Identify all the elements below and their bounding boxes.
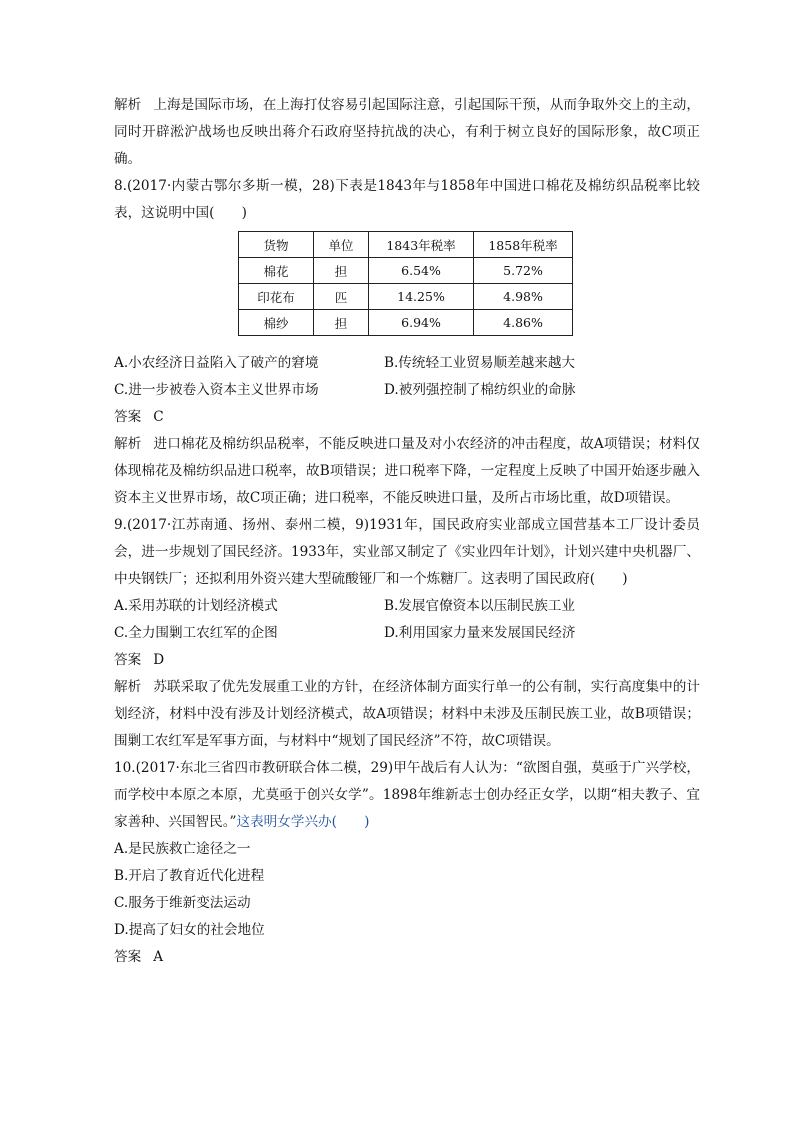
table-row — [239, 284, 573, 310]
table-cell: 印花布 — [239, 284, 314, 310]
answer-line — [114, 944, 700, 971]
answer-value: C — [153, 409, 164, 425]
analysis-text: 苏联采取了优先发展重工业的方针，在经济体制方面实行单一的公有制，实行高度集中的计划经济，材料中没有涉及计划经济模式，故A项错误；材料中未涉及压制民族工业，故B项错误；围剿工农红军是军事方面，与材料中“规划了国民经济”不符，故C项错误。 — [114, 679, 701, 749]
answer-value: A — [153, 949, 164, 965]
table-cell: 担 — [314, 310, 369, 336]
option-c: C.进一步被卷入资本主义世界市场 — [114, 382, 319, 398]
table-header-cell: 货物 — [239, 232, 314, 258]
answer-label: 答案 — [114, 409, 142, 425]
answer-label: 答案 — [114, 652, 142, 668]
table-cell: 14.25% — [369, 284, 474, 310]
table-cell: 4.98% — [474, 284, 573, 310]
option-b: B.开启了教育近代化进程 — [114, 868, 265, 884]
option-a: A.是民族救亡途径之一 — [114, 841, 251, 857]
option-d: D.利用国家力量来发展国民经济 — [384, 625, 576, 641]
table-header-cell: 1843年税率 — [369, 232, 474, 258]
prev-analysis — [114, 92, 700, 173]
options-row-ab — [114, 350, 700, 377]
table-cell: 6.54% — [369, 258, 474, 284]
analysis-label: 解析 — [114, 679, 142, 695]
table-cell: 6.94% — [369, 310, 474, 336]
option-d: D.被列强控制了棉纺织业的命脉 — [384, 382, 576, 398]
document-page — [114, 92, 700, 971]
table-row — [239, 310, 573, 336]
options-row-cd — [114, 620, 700, 647]
option-a: A.采用苏联的计划经济模式 — [114, 598, 278, 614]
table-header-cell: 单位 — [314, 232, 369, 258]
question-10-stem-text: 10.(2017·东北三省四市教研联合体二模，29)甲午战后有人认为：“欲图自强，莫亟于广兴学校，而学校中本原之本原，尤莫亟于创兴女学”。1898年维新志士创办经正女学，以期“相夫教子、宜家善种、兴国智民。” — [114, 760, 700, 830]
analysis-paragraph — [114, 431, 700, 512]
option-c: C.服务于维新变法运动 — [114, 895, 251, 911]
analysis-paragraph — [114, 674, 700, 755]
question-10-stem — [114, 755, 700, 836]
analysis-text: 进口棉花及棉纺织品税率，不能反映进口量及对小农经济的冲击程度，故A项错误；材料仅体现棉花及棉纺织品进口税率，故B项错误；进口税率下降，一定程度上反映了中国开始逐步融入资本主义世界市场，故C项正确；进口税率，不能反映进口量，及所占市场比重，故D项错误。 — [114, 436, 700, 506]
answer-line — [114, 404, 700, 431]
question-10-stem-tail: 这表明女学兴办( ) — [236, 814, 370, 830]
table-header-row — [239, 232, 573, 258]
answer-label: 答案 — [114, 949, 142, 965]
table-cell: 匹 — [314, 284, 369, 310]
question-8-stem: 8.(2017·内蒙古鄂尔多斯一模，28)下表是1843年与1858年中国进口棉花及棉纺织品税率比较表，这说明中国( ) — [114, 178, 700, 221]
answer-line — [114, 647, 700, 674]
table-cell: 棉纱 — [239, 310, 314, 336]
option-b: B.发展官僚资本以压制民族工业 — [384, 598, 576, 614]
option-a: A.小农经济日益陷入了破产的窘境 — [114, 355, 319, 371]
table-cell: 5.72% — [474, 258, 573, 284]
table-cell: 棉花 — [239, 258, 314, 284]
table-header-cell: 1858年税率 — [474, 232, 573, 258]
analysis-label: 解析 — [114, 97, 142, 113]
question-9-stem: 9.(2017·江苏南通、扬州、泰州二模，9)1931年，国民政府实业部成立国营基本工厂设计委员会，进一步规划了国民经济。1933年，实业部又制定了《实业四年计划》，计划兴建中央机器厂、中央钢铁厂；还拟利用外资兴建大型硫酸铔厂和一个炼糖厂。这表明了国民政府( ) — [114, 517, 700, 587]
table-cell: 4.86% — [474, 310, 573, 336]
option-c: C.全力围剿工农红军的企图 — [114, 625, 278, 641]
tariff-table — [238, 231, 573, 336]
answer-value: D — [153, 652, 165, 668]
table-row — [239, 258, 573, 284]
table-cell: 担 — [314, 258, 369, 284]
options-row-ab — [114, 593, 700, 620]
analysis-label: 解析 — [114, 436, 142, 452]
option-d: D.提高了妇女的社会地位 — [114, 922, 265, 938]
option-b: B.传统轻工业贸易顺差越来越大 — [384, 355, 576, 371]
options-row-cd — [114, 377, 700, 404]
analysis-text: 上海是国际市场，在上海打仗容易引起国际注意，引起国际干预，从而争取外交上的主动，同时开辟淞沪战场也反映出蒋介石政府坚持抗战的决心，有利于树立良好的国际形象，故C项正确。 — [114, 97, 701, 167]
